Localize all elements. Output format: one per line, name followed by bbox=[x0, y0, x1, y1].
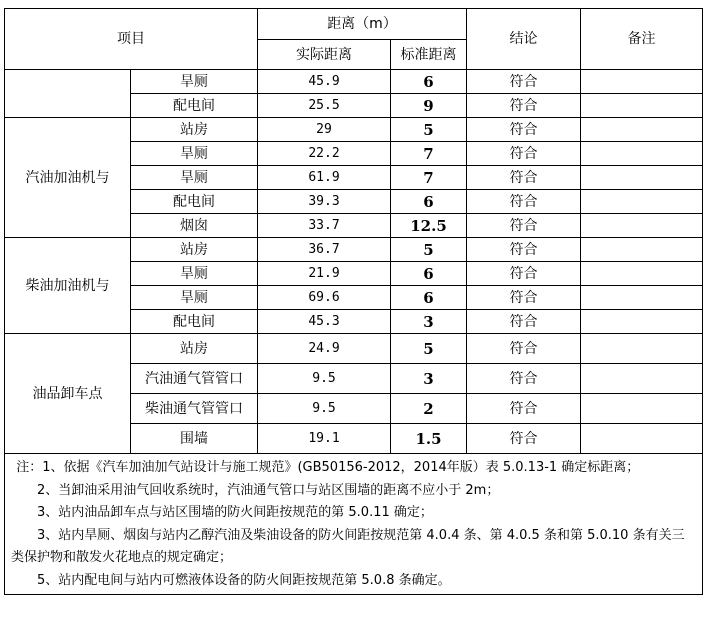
actual-distance-cell: 29 bbox=[258, 118, 391, 142]
conclusion-cell: 符合 bbox=[467, 334, 581, 364]
standard-distance-cell: 5 bbox=[391, 118, 467, 142]
note-2: 2、当卸油采用油气回收系统时，汽油通气管口与站区围墙的距离不应小于 2m； bbox=[37, 482, 500, 498]
remark-cell bbox=[581, 310, 703, 334]
standard-distance-cell: 9 bbox=[391, 94, 467, 118]
remark-cell bbox=[581, 424, 703, 454]
standard-distance-cell: 6 bbox=[391, 190, 467, 214]
header-remark: 备注 bbox=[581, 9, 703, 70]
remark-cell bbox=[581, 238, 703, 262]
target-cell: 烟囱 bbox=[131, 214, 258, 238]
header-standard: 标准距离 bbox=[391, 40, 467, 70]
standard-distance-cell: 5 bbox=[391, 238, 467, 262]
actual-distance-cell: 21.9 bbox=[258, 262, 391, 286]
header-conclusion: 结论 bbox=[467, 9, 581, 70]
actual-distance-cell: 9.5 bbox=[258, 394, 391, 424]
remark-cell bbox=[581, 394, 703, 424]
target-cell: 配电间 bbox=[131, 310, 258, 334]
conclusion-cell: 符合 bbox=[467, 238, 581, 262]
target-cell: 站房 bbox=[131, 238, 258, 262]
note-1: 注：1、依据《汽车加油加气站设计与施工规范》(GB50156-2012，2014年版）表 5.0.13-1 确定标距离； bbox=[16, 460, 640, 475]
conclusion-cell: 符合 bbox=[467, 394, 581, 424]
actual-distance-cell: 22.2 bbox=[258, 142, 391, 166]
note-4: 3、站内旱厕、烟囱与站内乙醇汽油及柴油设备的防火间距按规范第 4.0.4 条、第 4.0.5 条和第 5.0.10 条有关三类保护物和散发火花地点的规定确定； bbox=[11, 527, 685, 565]
conclusion-cell: 符合 bbox=[467, 214, 581, 238]
table-row bbox=[5, 70, 703, 94]
header-distance: 距离（m） bbox=[258, 9, 467, 40]
actual-distance-cell: 33.7 bbox=[258, 214, 391, 238]
table-row bbox=[5, 238, 703, 262]
conclusion-cell: 符合 bbox=[467, 70, 581, 94]
group-label: 柴油加油机与 bbox=[5, 238, 131, 334]
actual-distance-cell: 24.9 bbox=[258, 334, 391, 364]
actual-distance-cell: 45.3 bbox=[258, 310, 391, 334]
remark-cell bbox=[581, 214, 703, 238]
target-cell: 站房 bbox=[131, 334, 258, 364]
group-label: 汽油加油机与 bbox=[5, 118, 131, 238]
actual-distance-cell: 45.9 bbox=[258, 70, 391, 94]
distance-table bbox=[4, 8, 703, 595]
standard-distance-cell: 3 bbox=[391, 310, 467, 334]
header-item: 项目 bbox=[5, 9, 258, 70]
standard-distance-cell: 3 bbox=[391, 364, 467, 394]
table-row bbox=[5, 334, 703, 364]
group-label: 油品卸车点 bbox=[5, 334, 131, 454]
conclusion-cell: 符合 bbox=[467, 286, 581, 310]
standard-distance-cell: 12.5 bbox=[391, 214, 467, 238]
conclusion-cell: 符合 bbox=[467, 94, 581, 118]
remark-cell bbox=[581, 166, 703, 190]
target-cell: 旱厕 bbox=[131, 286, 258, 310]
target-cell: 旱厕 bbox=[131, 262, 258, 286]
target-cell: 汽油通气管管口 bbox=[131, 364, 258, 394]
actual-distance-cell: 25.5 bbox=[258, 94, 391, 118]
target-cell: 围墙 bbox=[131, 424, 258, 454]
standard-distance-cell: 6 bbox=[391, 286, 467, 310]
target-cell: 配电间 bbox=[131, 190, 258, 214]
conclusion-cell: 符合 bbox=[467, 364, 581, 394]
standard-distance-cell: 1.5 bbox=[391, 424, 467, 454]
table-row bbox=[5, 118, 703, 142]
conclusion-cell: 符合 bbox=[467, 262, 581, 286]
group-label bbox=[5, 70, 131, 118]
target-cell: 旱厕 bbox=[131, 166, 258, 190]
target-cell: 旱厕 bbox=[131, 70, 258, 94]
remark-cell bbox=[581, 70, 703, 94]
standard-distance-cell: 7 bbox=[391, 166, 467, 190]
conclusion-cell: 符合 bbox=[467, 424, 581, 454]
header-actual: 实际距离 bbox=[258, 40, 391, 70]
actual-distance-cell: 69.6 bbox=[258, 286, 391, 310]
remark-cell bbox=[581, 262, 703, 286]
remark-cell bbox=[581, 94, 703, 118]
target-cell: 旱厕 bbox=[131, 142, 258, 166]
notes-cell bbox=[5, 454, 703, 595]
actual-distance-cell: 9.5 bbox=[258, 364, 391, 394]
note-3: 3、站内油品卸车点与站区围墙的防火间距按规范的第 5.0.11 确定； bbox=[37, 505, 433, 520]
remark-cell bbox=[581, 286, 703, 310]
actual-distance-cell: 39.3 bbox=[258, 190, 391, 214]
actual-distance-cell: 61.9 bbox=[258, 166, 391, 190]
standard-distance-cell: 2 bbox=[391, 394, 467, 424]
remark-cell bbox=[581, 118, 703, 142]
actual-distance-cell: 19.1 bbox=[258, 424, 391, 454]
actual-distance-cell: 36.7 bbox=[258, 238, 391, 262]
standard-distance-cell: 6 bbox=[391, 262, 467, 286]
standard-distance-cell: 6 bbox=[391, 70, 467, 94]
target-cell: 站房 bbox=[131, 118, 258, 142]
remark-cell bbox=[581, 190, 703, 214]
target-cell: 配电间 bbox=[131, 94, 258, 118]
conclusion-cell: 符合 bbox=[467, 190, 581, 214]
conclusion-cell: 符合 bbox=[467, 142, 581, 166]
conclusion-cell: 符合 bbox=[467, 166, 581, 190]
remark-cell bbox=[581, 334, 703, 364]
target-cell: 柴油通气管管口 bbox=[131, 394, 258, 424]
remark-cell bbox=[581, 364, 703, 394]
note-5: 5、站内配电间与站内可燃液体设备的防火间距按规范第 5.0.8 条确定。 bbox=[37, 572, 451, 588]
remark-cell bbox=[581, 142, 703, 166]
conclusion-cell: 符合 bbox=[467, 310, 581, 334]
conclusion-cell: 符合 bbox=[467, 118, 581, 142]
standard-distance-cell: 7 bbox=[391, 142, 467, 166]
standard-distance-cell: 5 bbox=[391, 334, 467, 364]
